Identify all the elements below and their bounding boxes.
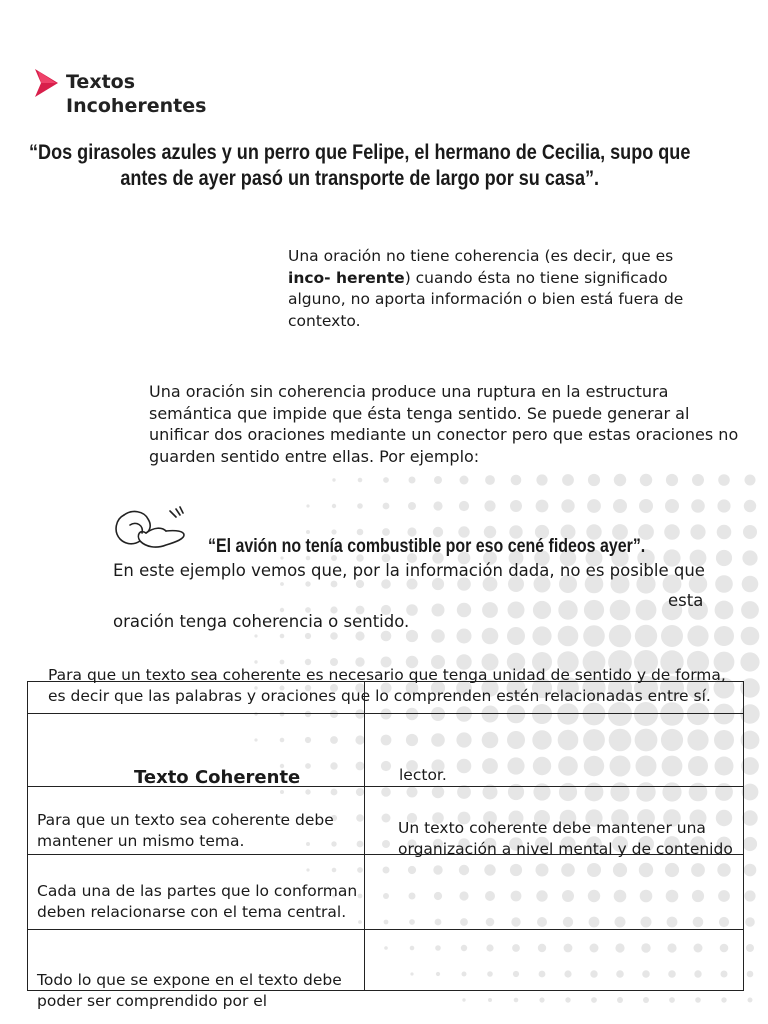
table-header-coherent-text: Texto Coherente	[134, 767, 301, 788]
table-cell-right: Un texto coherente debe mantener una organización a nivel mental y de contenido	[398, 819, 733, 858]
incoherent-quote	[20, 140, 699, 192]
example-text-line-c: oración tenga coherencia o sentido.	[113, 612, 410, 631]
title-line-2: Incoherentes	[66, 95, 207, 117]
quote-line-1: “Dos girasoles azules y un perro que Felipe, el hermano de Cecilia, supo que	[29, 141, 691, 164]
arrow-bullet-icon	[32, 68, 60, 98]
explanation-paragraph: Una oración sin coherencia produce una ruptura en la estructura semántica que impide que ésta tenga sentido. Se puede generar al unificar dos oraciones mediante un conector pero que estas oraciones no guarden sentido entre ellas. Por ejemplo:	[149, 382, 739, 466]
example-quote: “El avión no tenía combustible por eso cené fideos ayer”.	[208, 536, 646, 557]
table-cell-left: Todo lo que se expone en el texto debe poder ser comprendido por el	[37, 971, 342, 1010]
table-border-left	[27, 681, 28, 991]
section-title	[66, 70, 206, 118]
table-cell-right: lector.	[399, 766, 447, 784]
example-text-line-b: esta	[668, 591, 704, 610]
table-rule	[27, 713, 744, 714]
coherence-paragraph: Para que un texto sea coherente es necesario que tenga unidad de sentido y de forma, es decir que las palabras y oraciones que lo comprenden estén relacionadas entre sí.	[48, 666, 726, 705]
definition-text-end: ) cuando ésta no tiene significado alguno, no aporta información o bien está fuera de contexto.	[288, 268, 684, 330]
pointing-hand-icon	[110, 505, 190, 557]
example-text-line-a: En este ejemplo vemos que, por la información dada, no es posible que	[113, 561, 705, 580]
definition-bold-term: inco- herente	[288, 268, 405, 287]
quote-line-2: antes de ayer pasó un transporte de largo por su casa”.	[120, 167, 600, 190]
table-rule	[27, 929, 744, 930]
definition-paragraph	[288, 246, 708, 332]
title-line-1: Textos	[66, 71, 136, 93]
table-cell-left: Cada una de las partes que lo conforman deben relacionarse con el tema central.	[37, 882, 358, 921]
table-cell-left: Para que un texto sea coherente debe mantener un mismo tema.	[37, 811, 334, 850]
definition-text-start: Una oración no tiene coherencia (es decir, que es	[288, 247, 674, 265]
